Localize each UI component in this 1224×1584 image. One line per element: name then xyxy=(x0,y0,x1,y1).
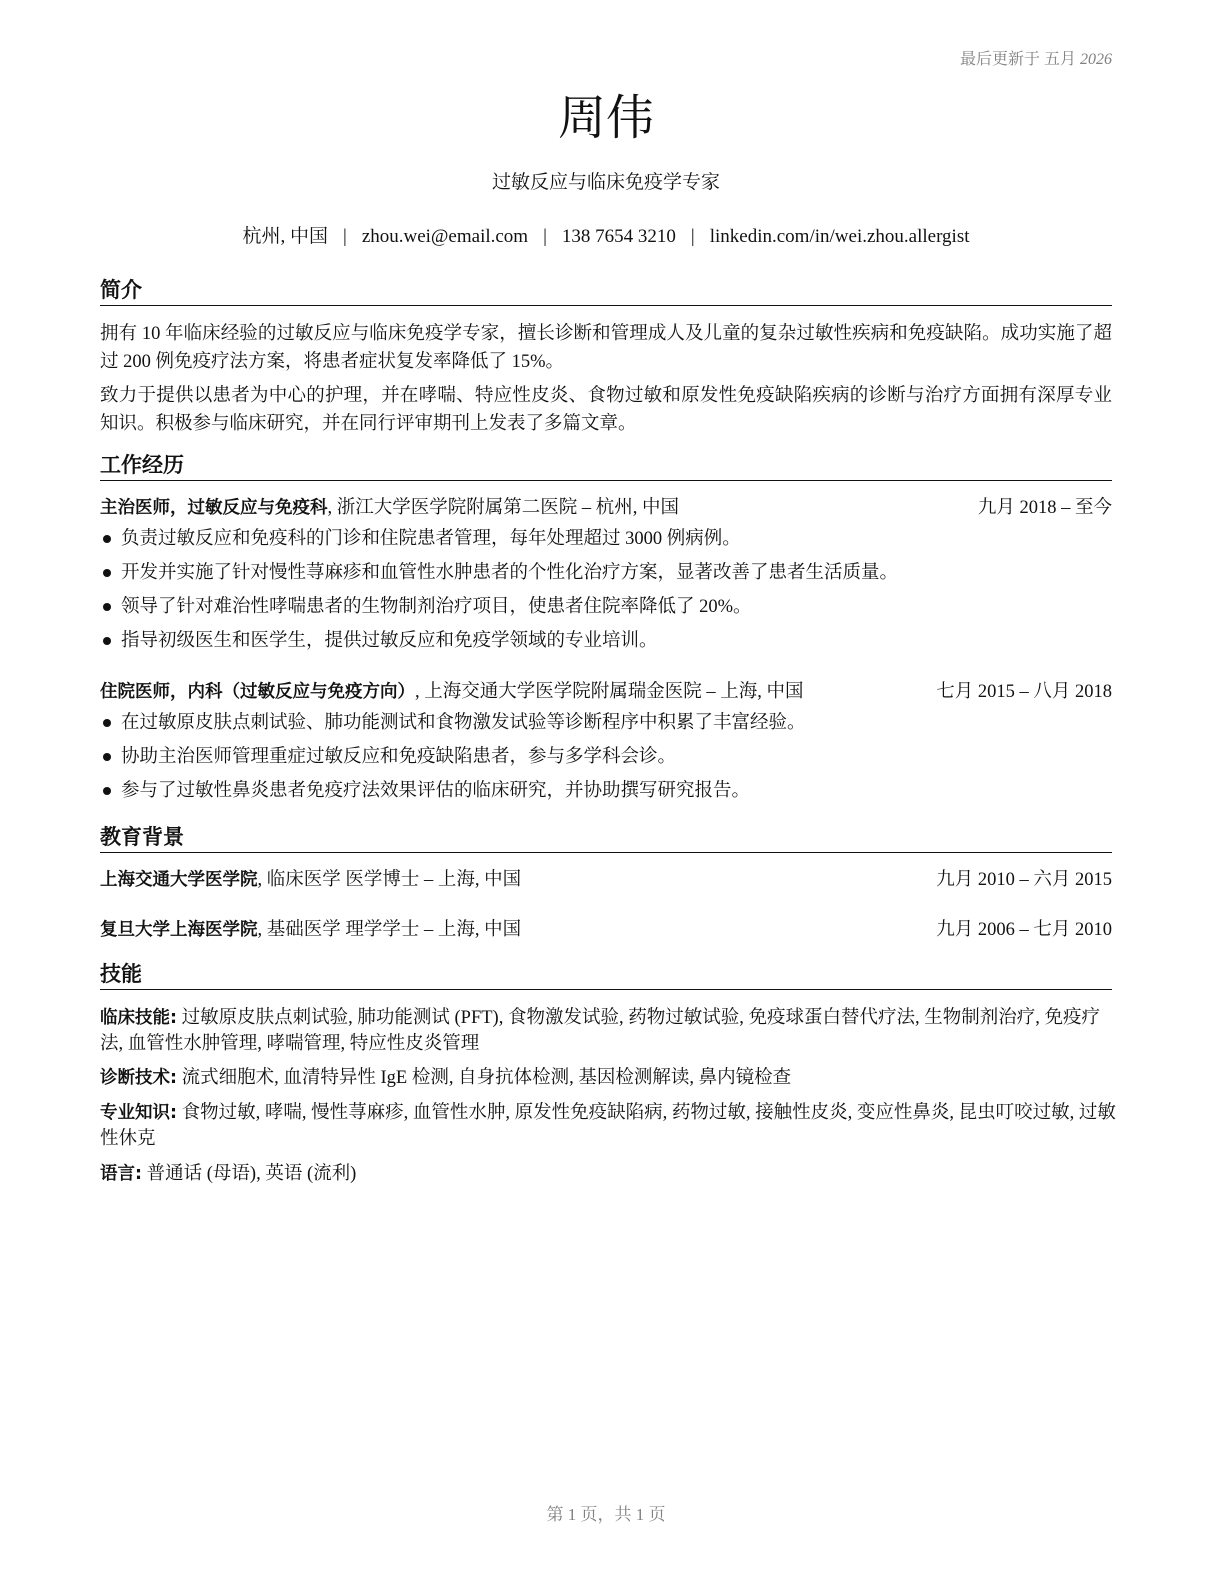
bullet-icon xyxy=(103,569,111,577)
degree-detail: , 基础医学 理学学士 – 上海, 中国 xyxy=(257,920,522,940)
job-org: , 浙江大学医学院附属第二医院 – 杭州, 中国 xyxy=(327,498,680,518)
degree-detail: , 临床医学 医学博士 – 上海, 中国 xyxy=(257,870,522,890)
contact-separator: | xyxy=(690,226,695,247)
job-org: , 上海交通大学医学院附属瑞金医院 – 上海, 中国 xyxy=(415,682,804,702)
last-updated-prefix: 最后更新于 五月 xyxy=(959,51,1076,68)
list-item xyxy=(100,624,1112,658)
list-item xyxy=(100,556,1112,590)
bullet-icon xyxy=(103,787,111,795)
education-date: 九月 2006 – 七月 2010 xyxy=(936,920,1112,940)
bullet-text: 领导了针对难治性哮喘患者的生物制剂治疗项目，使患者住院率降低了 20%。 xyxy=(121,597,752,617)
skill-text: 流式细胞术, 血清特异性 IgE 检测, 自身抗体检测, 基因检测解读, 鼻内镜检查 xyxy=(177,1068,792,1088)
skill-row-diagnostics xyxy=(100,1065,1116,1091)
job-bullets xyxy=(100,706,1112,808)
education-entry xyxy=(100,917,1112,943)
headline: 过敏反应与临床免疫学专家 xyxy=(491,172,720,193)
bullet-icon xyxy=(103,637,111,645)
summary-paragraph: 拥有 10 年临床经验的过敏反应与临床免疫学专家，擅长诊断和管理成人及儿童的复杂过敏性疾病和免疫缺陷。成功实施了超过 200 例免疫疗法方案，将患者症状复发率降低了 15%。 xyxy=(100,324,1112,372)
skill-text: 食物过敏, 哮喘, 慢性荨麻疹, 血管性水肿, 原发性免疫缺陷病, 药物过敏, 接触性皮炎, 变应性鼻炎, 昆虫叮咬过敏, 过敏性休克 xyxy=(100,1103,1116,1149)
bullet-icon xyxy=(103,719,111,727)
bullet-text: 指导初级医生和医学生，提供过敏反应和免疫学领域的专业培训。 xyxy=(121,631,658,651)
resume-page xyxy=(100,0,1116,1584)
section-title-summary: 简介 xyxy=(100,276,1112,306)
list-item xyxy=(100,590,1112,624)
skill-row-clinical xyxy=(100,1005,1116,1057)
list-item xyxy=(100,740,1112,774)
last-updated xyxy=(960,46,1112,69)
contact-line xyxy=(100,224,1112,250)
skill-label: 临床技能: xyxy=(100,1008,177,1028)
bullet-text: 参与了过敏性鼻炎患者免疫疗法效果评估的临床研究，并协助撰写研究报告。 xyxy=(121,781,751,801)
school-name: 复旦大学上海医学院 xyxy=(100,920,258,940)
bullet-icon xyxy=(103,535,111,543)
skill-text: 普通话 (母语), 英语 (流利) xyxy=(142,1164,357,1184)
bullet-text: 负责过敏反应和免疫科的门诊和住院患者管理，每年处理超过 3000 例病例。 xyxy=(121,529,741,549)
person-name: 周伟 xyxy=(557,90,654,146)
job-header xyxy=(100,495,1112,521)
contact-separator: | xyxy=(343,226,347,247)
list-item xyxy=(100,774,1112,808)
contact-location: 杭州, 中国 xyxy=(242,226,328,247)
last-updated-year: 2026 xyxy=(1080,51,1112,68)
contact-email[interactable]: zhou.wei@email.com xyxy=(361,226,529,247)
bullet-text: 开发并实施了针对慢性荨麻疹和血管性水肿患者的个性化治疗方案，显著改善了患者生活质量。 xyxy=(121,563,899,583)
bullet-text: 协助主治医师管理重症过敏反应和免疫缺陷患者，参与多学科会诊。 xyxy=(121,747,677,767)
job-role: 主治医师，过敏反应与免疫科 xyxy=(100,498,328,518)
skill-label: 诊断技术: xyxy=(100,1068,177,1088)
skill-row-languages xyxy=(100,1161,1116,1187)
skill-row-expertise xyxy=(100,1100,1116,1152)
contact-separator: | xyxy=(543,226,547,247)
job-date: 七月 2015 – 八月 2018 xyxy=(936,682,1112,702)
job-bullets xyxy=(100,522,1112,658)
section-title-experience: 工作经历 xyxy=(100,451,1112,481)
page-number: 第 1 页，共 1 页 xyxy=(546,1505,666,1524)
bullet-icon xyxy=(103,753,111,761)
job-header xyxy=(100,679,1112,705)
skill-label: 专业知识: xyxy=(100,1103,177,1123)
list-item xyxy=(100,706,1112,740)
skill-label: 语言: xyxy=(100,1164,142,1184)
skill-text: 过敏原皮肤点刺试验, 肺功能测试 (PFT), 食物激发试验, 药物过敏试验, 免疫球蛋白替代疗法, 生物制剂治疗, 免疫疗法, 血管性水肿管理, 哮喘管理, 特应性皮炎管理 xyxy=(100,1008,1100,1054)
section-title-education: 教育背景 xyxy=(100,823,1112,853)
summary-paragraph: 致力于提供以患者为中心的护理，并在哮喘、特应性皮炎、食物过敏和原发性免疫缺陷疾病的诊断与治疗方面拥有深厚专业知识。积极参与临床研究，并在同行评审期刊上发表了多篇文章。 xyxy=(100,386,1112,434)
bullet-text: 在过敏原皮肤点刺试验、肺功能测试和食物激发试验等诊断程序中积累了丰富经验。 xyxy=(121,713,806,733)
contact-linkedin[interactable]: linkedin.com/in/wei.zhou.allergist xyxy=(709,226,970,247)
contact-phone: 138 7654 3210 xyxy=(561,226,676,247)
education-date: 九月 2010 – 六月 2015 xyxy=(936,870,1112,890)
job-role: 住院医师，内科（过敏反应与免疫方向） xyxy=(100,682,415,702)
section-title-skills: 技能 xyxy=(100,960,1112,990)
bullet-icon xyxy=(103,603,111,611)
job-date: 九月 2018 – 至今 xyxy=(977,498,1112,518)
education-entry xyxy=(100,867,1112,893)
school-name: 上海交通大学医学院 xyxy=(100,870,258,890)
list-item xyxy=(100,522,1112,556)
